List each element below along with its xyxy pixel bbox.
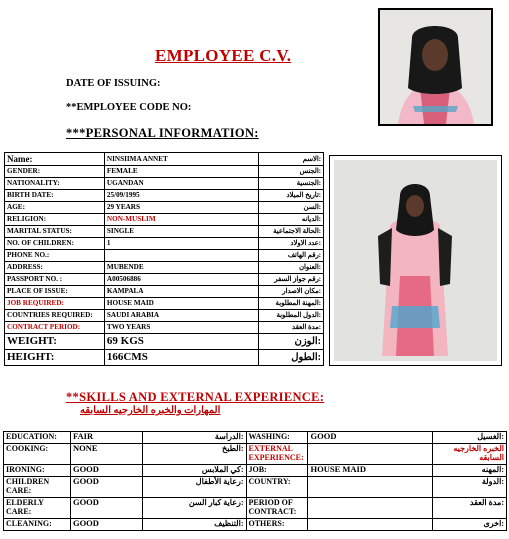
field-label: RELIGION: (5, 214, 105, 226)
skills-row (4, 519, 507, 531)
skills-row (4, 477, 507, 498)
skills-row (4, 432, 507, 444)
skill-label-arabic: :الدراسة (142, 432, 246, 444)
skill-label-arabic: :كي الملابس (142, 465, 246, 477)
field-value (104, 250, 258, 262)
personal-info-table (4, 152, 324, 366)
field-label-arabic: :الطول (259, 350, 324, 366)
experience-label: EXTERNAL EXPERIENCE: (246, 444, 308, 465)
field-label: BIRTH DATE: (5, 190, 105, 202)
personal-info-row (5, 214, 324, 226)
field-label: CONTRACT PERIOD: (5, 322, 105, 334)
personal-info-row (5, 250, 324, 262)
field-label: PASSPORT NO. : (5, 274, 105, 286)
skills-heading: **SKILLS AND EXTERNAL EXPERIENCE: (66, 390, 325, 404)
field-label: HEIGHT: (5, 350, 105, 366)
experience-label-arabic: :الغسيل (433, 432, 507, 444)
personal-info-row (5, 298, 324, 310)
skill-label-arabic: :رعاية كبار السن (142, 498, 246, 519)
field-label-arabic: :المهنة المطلوبة (259, 298, 324, 310)
field-label-arabic: :عدد الاولاد (259, 238, 324, 250)
field-value: 1 (104, 238, 258, 250)
field-value: KAMPALA (104, 286, 258, 298)
field-value: 69 KGS (104, 334, 258, 350)
experience-value (308, 444, 433, 465)
employee-code-label: **EMPLOYEE CODE NO: (66, 102, 192, 113)
skills-table (3, 431, 507, 531)
experience-label-arabic: :الدولة (433, 477, 507, 498)
field-label-arabic: :رقم جواز السفر (259, 274, 324, 286)
experience-label-arabic: الخبره الخارجيه السابقه (433, 444, 507, 465)
field-label: WEIGHT: (5, 334, 105, 350)
skill-label: ELDERLY CARE: (4, 498, 71, 519)
skill-value: GOOD (70, 465, 142, 477)
skill-value: GOOD (70, 477, 142, 498)
field-value: UGANDAN (104, 178, 258, 190)
cv-title: EMPLOYEE C.V. (155, 46, 292, 65)
skills-row (4, 444, 507, 465)
field-label-arabic: :الوزن (259, 334, 324, 350)
experience-value (308, 477, 433, 498)
skill-label: IRONING: (4, 465, 71, 477)
personal-info-row (5, 262, 324, 274)
experience-label-arabic: :اخرى (433, 519, 507, 531)
personal-info-row (5, 286, 324, 298)
experience-label-arabic: :مدة العقد (433, 498, 507, 519)
experience-label: JOB: (246, 465, 308, 477)
field-label: GENDER: (5, 166, 105, 178)
full-body-photo (329, 155, 502, 366)
personal-info-row (5, 226, 324, 238)
skill-label: COOKING: (4, 444, 71, 465)
field-label-arabic: :الدول المطلوبة (259, 310, 324, 322)
personal-info-row (5, 322, 324, 334)
field-label: MARITAL STATUS: (5, 226, 105, 238)
field-label-arabic: :مكان الاصدار (259, 286, 324, 298)
date-of-issuing-label: DATE OF ISSUING: (66, 78, 161, 89)
experience-value (308, 498, 433, 519)
field-label-arabic: :مدة العقد (259, 322, 324, 334)
field-value: 166CMS (104, 350, 258, 366)
experience-label: COUNTRY: (246, 477, 308, 498)
skill-label: EDUCATION: (4, 432, 71, 444)
personal-info-row (5, 350, 324, 366)
field-value: A00506886 (104, 274, 258, 286)
field-value: 25/09/1995 (104, 190, 258, 202)
field-value: SINGLE (104, 226, 258, 238)
skill-value: NONE (70, 444, 142, 465)
field-value: TWO YEARS (104, 322, 258, 334)
experience-label: WASHING: (246, 432, 308, 444)
field-label: ADDRESS: (5, 262, 105, 274)
field-label-arabic: :الحالة الاجتماعية (259, 226, 324, 238)
personal-info-row (5, 153, 324, 166)
field-label-arabic: :الجنس (259, 166, 324, 178)
skill-label-arabic: :التنظيف (142, 519, 246, 531)
personal-info-row (5, 274, 324, 286)
field-value: 29 YEARS (104, 202, 258, 214)
field-label: COUNTRIES REQUIRED: (5, 310, 105, 322)
field-label: PLACE OF ISSUE: (5, 286, 105, 298)
skill-label: CLEANING: (4, 519, 71, 531)
personal-info-row (5, 334, 324, 350)
field-value: FEMALE (104, 166, 258, 178)
skills-heading-arabic: المهارات والخبره الخارجيه السابقه (80, 405, 221, 416)
field-label-arabic: :الجنسية (259, 178, 324, 190)
field-label: Name: (5, 153, 105, 166)
field-label: PHONE NO.: (5, 250, 105, 262)
skill-label-arabic: :رعاية الأطفال (142, 477, 246, 498)
field-label-arabic: :تاريخ الميلاد (259, 190, 324, 202)
experience-label: OTHERS: (246, 519, 308, 531)
experience-value: HOUSE MAID (308, 465, 433, 477)
field-label: AGE: (5, 202, 105, 214)
skills-row (4, 498, 507, 519)
field-label-arabic: :السن (259, 202, 324, 214)
personal-info-heading: ***PERSONAL INFORMATION: (66, 126, 259, 140)
personal-info-row (5, 178, 324, 190)
field-label-arabic: :العنوان (259, 262, 324, 274)
skill-value: FAIR (70, 432, 142, 444)
skills-row (4, 465, 507, 477)
experience-label: PERIOD OF CONTRACT: (246, 498, 308, 519)
experience-value: GOOD (308, 432, 433, 444)
field-label: JOB REQUIRED: (5, 298, 105, 310)
field-label: NATIONALITY: (5, 178, 105, 190)
field-value: NON-MUSLIM (104, 214, 258, 226)
portrait-photo (378, 8, 493, 126)
skill-value: GOOD (70, 519, 142, 531)
personal-info-row (5, 190, 324, 202)
personal-info-row (5, 238, 324, 250)
personal-info-row (5, 310, 324, 322)
experience-label-arabic: :المهنه (433, 465, 507, 477)
skill-value: GOOD (70, 498, 142, 519)
field-label-arabic: :الاسم (259, 153, 324, 166)
field-value: HOUSE MAID (104, 298, 258, 310)
experience-value (308, 519, 433, 531)
personal-info-row (5, 202, 324, 214)
field-value: SAUDI ARABIA (104, 310, 258, 322)
personal-info-row (5, 166, 324, 178)
field-label-arabic: :الديانه (259, 214, 324, 226)
field-label-arabic: :رقم الهاتف (259, 250, 324, 262)
field-value: NINSIIMA ANNET (104, 153, 258, 166)
skill-label: CHILDREN CARE: (4, 477, 71, 498)
skill-label-arabic: :الطبخ (142, 444, 246, 465)
field-value: MUBENDE (104, 262, 258, 274)
field-label: NO. OF CHILDREN: (5, 238, 105, 250)
